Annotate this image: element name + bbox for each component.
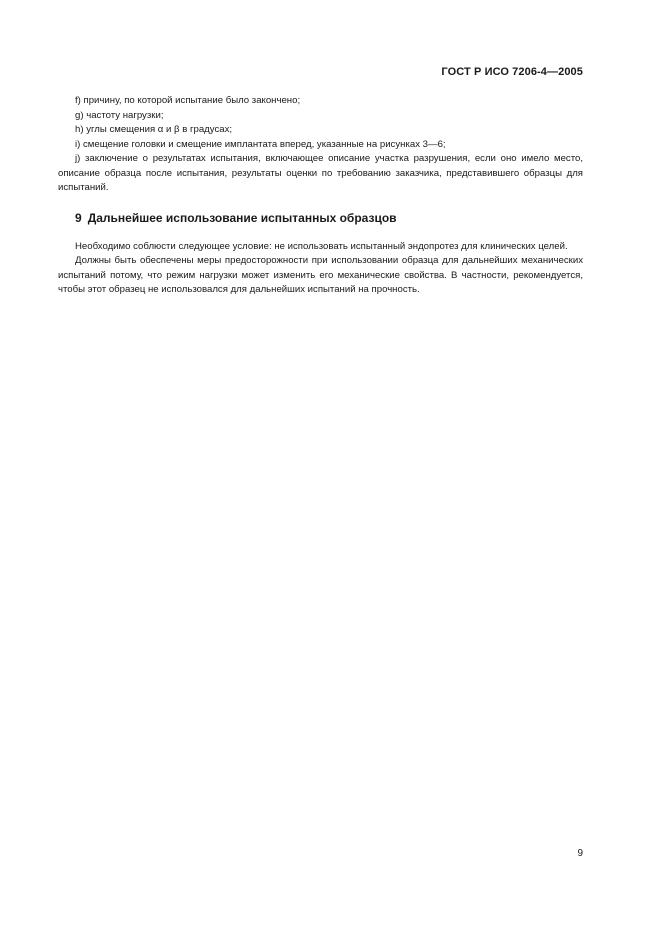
list-item-j: j) заключение о результатах испытания, включающее описание участка разрушения, если оно имело место, описание образца после испытания, результаты оценки по требованию заказчика, представившего образцы для испытаний.	[58, 153, 583, 193]
page-body	[58, 94, 583, 298]
list-item-f: f) причину, по которой испытание было закончено;	[75, 95, 301, 106]
section-heading	[75, 210, 583, 226]
list-item-g: g) частоту нагрузки;	[75, 109, 164, 121]
page-number: 9	[577, 848, 583, 859]
list-item-h: h) углы смещения α и β в градусах;	[75, 124, 233, 135]
section-number: 9	[75, 210, 82, 225]
document-id-header: ГОСТ Р ИСО 7206-4—2005	[441, 66, 583, 78]
section-title: Дальнейшее использование испытанных образцов	[87, 210, 397, 225]
list-item-i: i) смещение головки и смещение имплантата вперед, указанные на рисунках 3—6;	[75, 138, 446, 150]
paragraph-precautions: Должны быть обеспечены меры предосторожности при использовании образца для дальнейших механических испытаний потому, что режим нагрузки может изменить его механические свойства. В частности, рекомендуется, чтобы этот образец не использовался для дальнейших испытаний на прочность.	[58, 255, 583, 295]
paragraph-condition: Необходимо соблюсти следующее условие: не использовать испытанный эндопротез для клинических целей.	[75, 240, 568, 252]
